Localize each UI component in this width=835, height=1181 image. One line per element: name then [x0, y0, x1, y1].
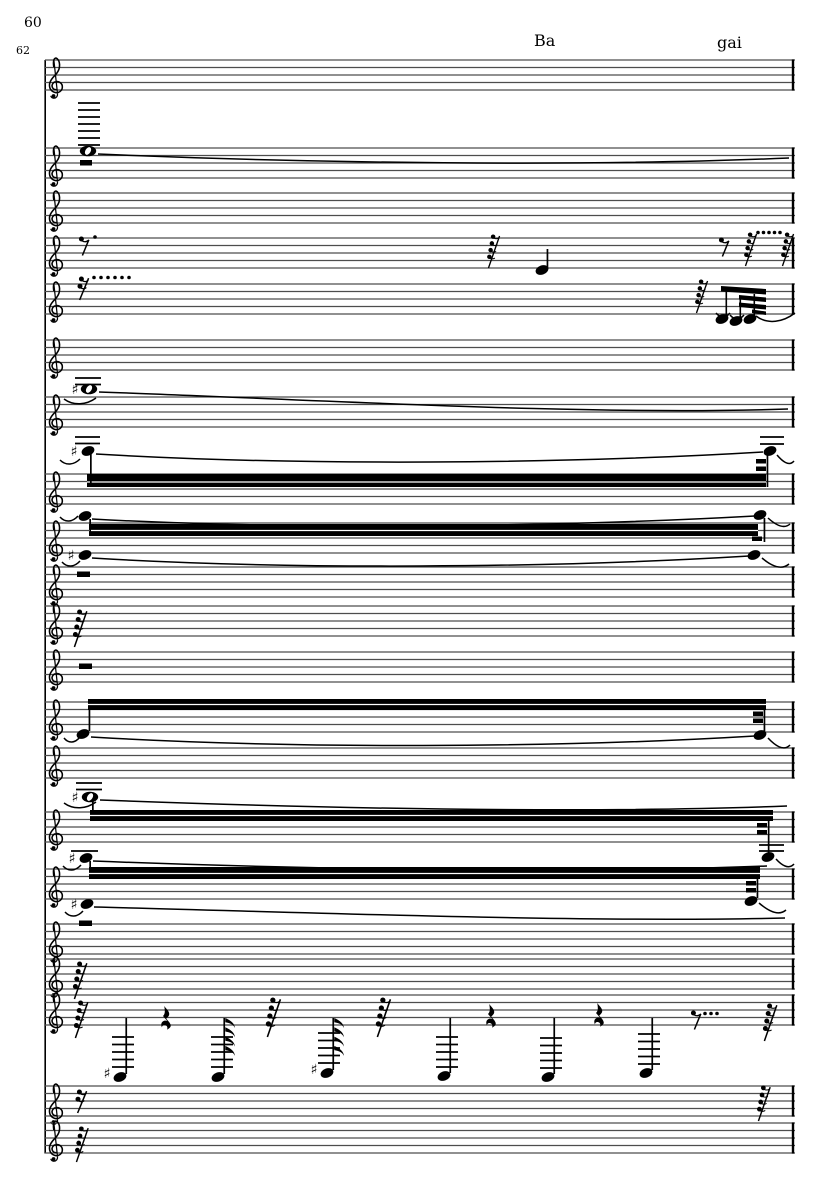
- barline: [792, 339, 794, 370]
- barline: [792, 237, 794, 268]
- barline: [792, 994, 794, 1025]
- tie: [759, 903, 786, 913]
- stem: [754, 294, 756, 316]
- thirtysecond-rest: [74, 1001, 88, 1039]
- barline: [792, 396, 794, 427]
- staff: [45, 282, 795, 322]
- thirtysecond-rest: [763, 1004, 777, 1042]
- barline: [792, 566, 794, 597]
- lyric-syllable: gai: [717, 33, 742, 52]
- stem: [89, 861, 91, 867]
- rest-bar: [746, 881, 756, 886]
- sharp-icon: ♯: [71, 789, 79, 806]
- barline: [792, 605, 794, 636]
- staff: [45, 1121, 795, 1161]
- beam-band: [90, 810, 773, 821]
- stem: [547, 249, 549, 269]
- tie: [768, 738, 790, 748]
- note-head: [760, 850, 776, 863]
- tie: [96, 452, 763, 462]
- rest-bar: [757, 823, 767, 828]
- page-number: 60: [24, 15, 42, 31]
- staff: [45, 191, 795, 231]
- treble-clef-icon: [49, 565, 62, 605]
- augmentation-dot: [703, 1012, 707, 1016]
- beam: [739, 303, 766, 310]
- tie: [776, 859, 794, 867]
- stem: [764, 518, 766, 542]
- whole-note: [82, 792, 98, 803]
- stem: [332, 1018, 334, 1070]
- augmentation-dot: [767, 231, 771, 235]
- augmentation-dot: [127, 276, 131, 280]
- eighth-rest: [719, 238, 729, 257]
- stem: [764, 710, 766, 731]
- stem: [740, 297, 742, 318]
- staff: [45, 236, 795, 276]
- treble-clef-icon: [49, 58, 62, 98]
- rest-bar: [77, 572, 90, 578]
- stem: [757, 879, 759, 898]
- barline: [792, 651, 794, 682]
- treble-clef-icon: [49, 810, 62, 850]
- staff: [45, 650, 795, 690]
- staff: [45, 1084, 795, 1124]
- staff: [45, 993, 795, 1033]
- thirtysecond-rest: [487, 234, 499, 268]
- augmentation-dot: [762, 231, 766, 235]
- eighth-rest: [691, 1011, 701, 1030]
- treble-clef-icon: [49, 521, 62, 561]
- rest-bar: [753, 719, 763, 724]
- sharp-icon: ♯: [103, 1065, 111, 1082]
- note-head: [80, 444, 96, 457]
- note-head: [77, 548, 93, 561]
- sharp-icon: ♯: [70, 443, 78, 460]
- lyric-syllable: Ba: [534, 31, 556, 50]
- augmentation-dot: [120, 276, 124, 280]
- treble-clef-icon: [49, 650, 62, 690]
- stem: [449, 1018, 451, 1073]
- staff: [45, 395, 795, 435]
- augmentation-dot: [773, 231, 777, 235]
- tie: [100, 800, 787, 810]
- augmentation-dot: [778, 231, 782, 235]
- stem: [223, 1018, 225, 1074]
- augmentation-dot: [709, 1012, 713, 1016]
- barline: [792, 958, 794, 989]
- note-head: [762, 444, 778, 457]
- augmentation-dot: [93, 235, 97, 239]
- rest-bar: [756, 459, 766, 464]
- stem: [89, 519, 91, 536]
- whole-note: [81, 384, 97, 395]
- augmentation-dot: [106, 276, 110, 280]
- sharp-icon: ♯: [68, 850, 76, 867]
- sharp-icon: ♯: [310, 1061, 318, 1078]
- augmentation-dot: [99, 276, 103, 280]
- stem: [768, 821, 770, 853]
- augmentation-dot: [756, 231, 760, 235]
- treble-clef-icon: [49, 146, 62, 186]
- barline: [792, 283, 794, 314]
- note-flags: [334, 1018, 344, 1056]
- note-head: [746, 548, 762, 561]
- staff: [45, 338, 795, 378]
- note-head: [752, 508, 768, 521]
- tie: [99, 392, 788, 411]
- rest-bar: [80, 160, 92, 166]
- stem: [125, 1018, 127, 1074]
- augmentation-dot: [113, 276, 117, 280]
- rest-bar: [756, 467, 766, 472]
- barline: [792, 59, 794, 90]
- whole-note: [80, 146, 96, 157]
- barline: [792, 1085, 794, 1116]
- stem: [92, 801, 94, 810]
- beam-band: [87, 474, 766, 487]
- tie: [64, 737, 80, 742]
- rest-bar: [757, 830, 767, 835]
- stem: [767, 454, 769, 487]
- rest-bar: [79, 921, 92, 927]
- stem: [651, 1018, 653, 1070]
- augmentation-dot: [92, 276, 96, 280]
- staff: [45, 604, 795, 644]
- barline: [792, 473, 794, 504]
- treble-clef-icon: [49, 395, 62, 435]
- sharp-icon: ♯: [70, 896, 78, 913]
- staff: [45, 922, 795, 962]
- barline: [792, 923, 794, 954]
- stem: [553, 1018, 555, 1074]
- treble-clef-icon: [49, 957, 62, 997]
- treble-clef-icon: [49, 1084, 62, 1124]
- tie: [762, 558, 789, 567]
- rest-bar: [746, 888, 756, 893]
- treble-clef-icon: [49, 746, 62, 786]
- augmentation-dot: [715, 1012, 719, 1016]
- barline: [792, 747, 794, 778]
- treble-clef-icon: [49, 472, 62, 512]
- note-head: [78, 851, 94, 864]
- staff: [45, 146, 795, 186]
- stem: [90, 454, 92, 487]
- treble-clef-icon: [49, 993, 62, 1033]
- treble-clef-icon: [49, 282, 62, 322]
- tie: [91, 736, 755, 746]
- treble-clef-icon: [49, 604, 62, 644]
- rest-bar: [79, 664, 92, 670]
- sharp-icon: ♯: [67, 547, 75, 564]
- tie: [94, 907, 785, 919]
- barline: [792, 1122, 794, 1153]
- treble-clef-icon: [49, 1121, 62, 1161]
- staff: [45, 565, 795, 605]
- sixteenth-rest: [78, 277, 89, 301]
- treble-clef-icon: [49, 338, 62, 378]
- tie: [64, 398, 96, 404]
- quarter-rest: [486, 1004, 495, 1028]
- tie: [92, 556, 749, 566]
- stem: [89, 710, 91, 731]
- barline: [792, 147, 794, 178]
- thirtysecond-rest: [73, 962, 87, 1000]
- sharp-icon: ♯: [71, 381, 79, 398]
- thirtysecond-rest: [75, 1126, 88, 1162]
- treble-clef-icon: [49, 922, 62, 962]
- quarter-rest: [594, 1003, 603, 1027]
- beam: [721, 286, 766, 295]
- barline: [792, 701, 794, 732]
- tie: [64, 802, 96, 808]
- note-head: [752, 728, 768, 741]
- staff: [45, 957, 795, 997]
- staff: [45, 58, 795, 98]
- barline: [792, 811, 794, 842]
- tie: [768, 518, 790, 526]
- beam-band: [88, 699, 766, 710]
- stem: [726, 288, 728, 316]
- treble-clef-icon: [49, 700, 62, 740]
- tie: [60, 516, 78, 521]
- treble-clef-icon: [49, 191, 62, 231]
- treble-clef-icon: [49, 236, 62, 276]
- staff: [45, 746, 795, 786]
- beam: [739, 295, 766, 302]
- rest-bar: [752, 537, 762, 542]
- barline: [792, 522, 794, 553]
- note-head: [743, 894, 759, 907]
- tie: [777, 455, 794, 463]
- barline: [792, 192, 794, 223]
- treble-clef-icon: [49, 867, 62, 907]
- rest-bar: [753, 712, 763, 717]
- barline: [792, 868, 794, 899]
- measure-number: 62: [16, 44, 30, 57]
